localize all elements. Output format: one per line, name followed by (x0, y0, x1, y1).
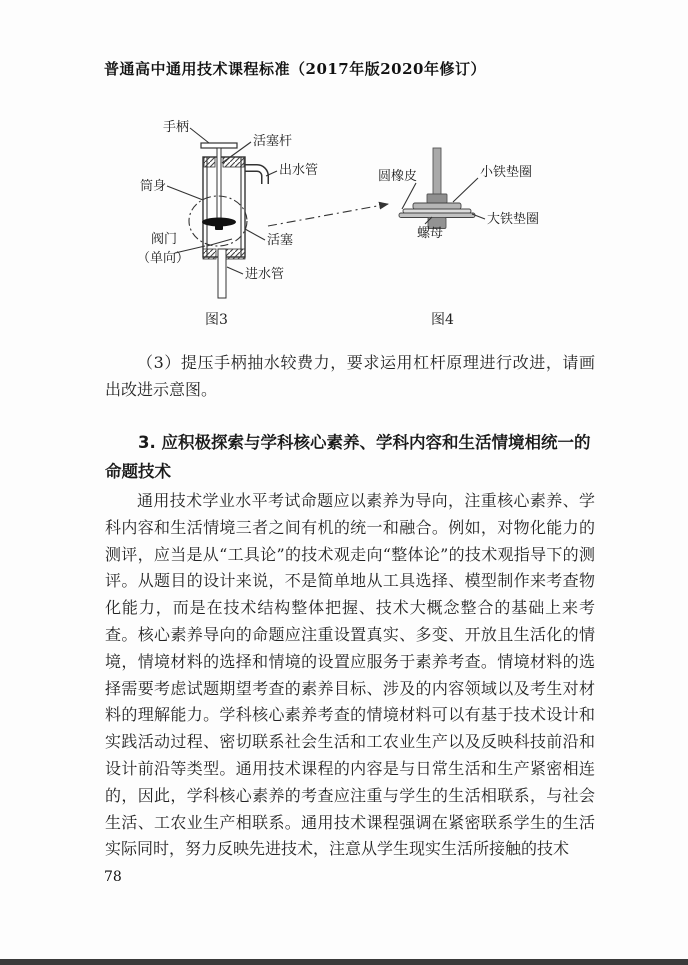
cylinder-body (203, 157, 245, 257)
question-paragraph: （3）提压手柄抽水较费力，要求运用杠杆原理进行改进，请画出改进示意图。 (105, 353, 595, 399)
top-packing-left (204, 157, 215, 167)
large-washer-shape (399, 213, 475, 218)
label-valve: 阀门 (151, 232, 178, 247)
label-piston: 活塞 (267, 233, 294, 248)
page-header: 普通高中通用技术课程标准（2017年版2020年修订） (104, 60, 486, 78)
leader-barrel (167, 186, 203, 200)
leader-inlet (227, 267, 243, 274)
page-bottom-bar (0, 959, 688, 965)
label-outlet-pipe: 出水管 (279, 163, 319, 178)
figure4-piston-detail-diagram (378, 148, 539, 328)
bottom-packing-left (203, 249, 216, 259)
small-washer-shape (413, 203, 461, 209)
label-small-iron-washer: 小铁垫圈 (480, 165, 533, 180)
cylinder-inner-walls (207, 157, 241, 257)
label-inlet-pipe: 进水管 (245, 267, 285, 282)
piston-rod-shape (217, 148, 221, 223)
handle-bar (201, 143, 237, 148)
label-piston-rod: 活塞杆 (253, 134, 293, 149)
figure-area (95, 112, 635, 337)
body-paragraph: 通用技术学业水平考试命题应以素养为导向，注重核心素养、学科内容和生活情境三者之间有机的统一和融合。例如，对物化能力的测评，应当是从“工具论”的技术观走向“整体论”的技术观指导下的测评。从题目的设计来说，不是简单地从工具选择、模型制作来考查物化能力，而是在技术结构整体把握、技术大概念整合的基础上来考查。核心素养导向的命题应注重设置真实、多变、开放且生活化的情境，情境材料的选择和情境的设置应服务于素养考查。情境材料的选择需要考虑试题期望考查的素养目标、涉及的内容领域以及考生对材料的理解能力。学科核心素养考查的情境材料可以有基于技术设计和实践活动过程、密切联系社会生活和工农业生产以及反映科技前沿和设计前沿等类型。通用技术课程的内容是与日常生活和生产紧密相连的，因此，学科核心素养的考查应注重与学生的生活相联系，与社会生活、工农业生产相联系。通用技术课程强调在紧密联系学生的生活实际同时，努力反映先进技术，注意从学生现实生活所接触的技术 (105, 491, 595, 859)
label-nut: 螺母 (417, 226, 444, 241)
leader-handle (190, 128, 209, 143)
callout-connector-arrow (268, 204, 388, 226)
piston-nut-shape (215, 224, 223, 230)
label-barrel: 筒身 (140, 179, 167, 194)
bottom-packing-right (226, 249, 245, 259)
label-valve-note: （单向） (137, 251, 190, 266)
page-number: 78 (104, 869, 122, 885)
detail-collar (427, 194, 447, 203)
figure4-caption: 图4 (431, 312, 454, 328)
inlet-pipe-shape (218, 249, 226, 298)
label-handle: 手柄 (163, 120, 190, 135)
leader-small-washer (453, 178, 478, 202)
figure3-pump-diagram (137, 119, 318, 328)
rubber-disc-shape (403, 209, 471, 213)
detail-rod (433, 148, 441, 196)
section-heading: 3. 应积极探索与学科核心素养、学科内容和生活情境相统一的命题技术 (105, 433, 591, 481)
label-round-rubber: 圆橡皮 (378, 169, 418, 184)
label-large-iron-washer: 大铁垫圈 (487, 212, 540, 227)
top-packing-right (223, 157, 244, 167)
leader-piston (245, 229, 265, 240)
figure3-caption: 图3 (205, 312, 228, 328)
